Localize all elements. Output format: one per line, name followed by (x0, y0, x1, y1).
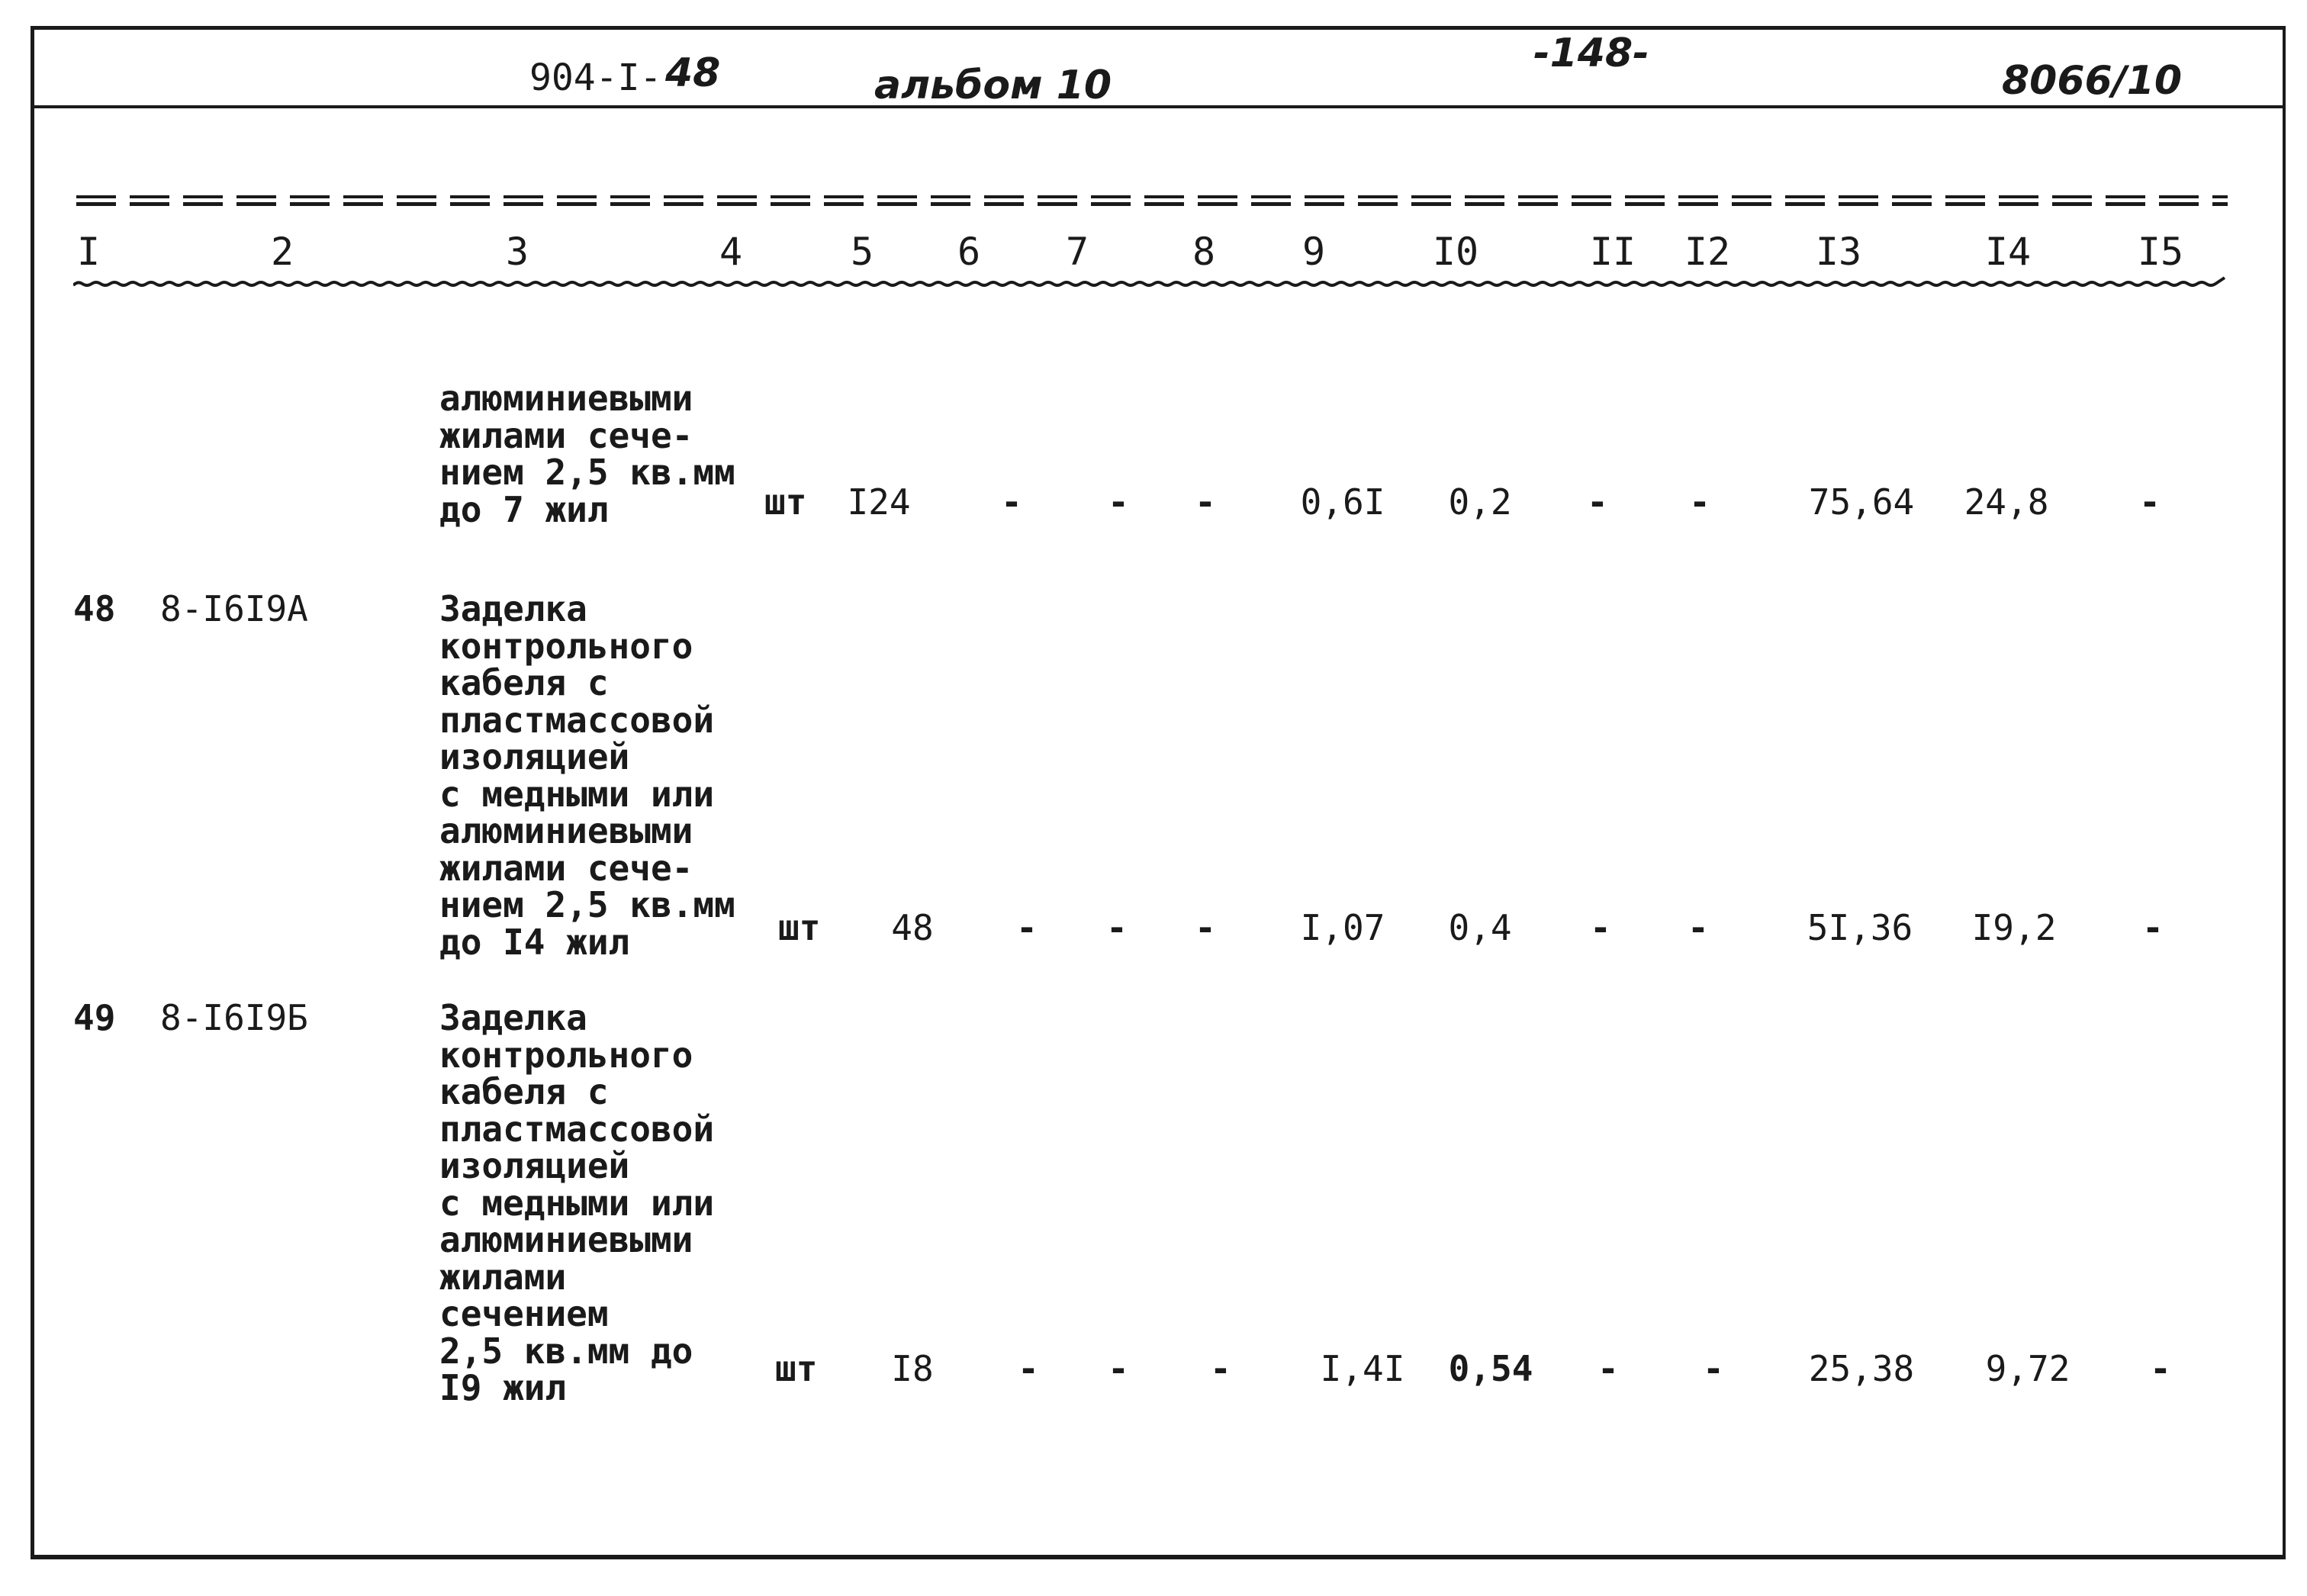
row-col12: - (1703, 1348, 1724, 1389)
row-col15: - (2139, 481, 2161, 523)
row-unit: шт (764, 481, 807, 523)
row-col13: 25,38 (1808, 1348, 1915, 1389)
row-col7: - (1106, 907, 1128, 948)
row-col11: - (1587, 481, 1608, 523)
document-frame (31, 26, 2286, 1559)
column-number: 8 (1192, 230, 1216, 274)
column-number: 3 (505, 230, 529, 274)
column-number: 2 (270, 230, 294, 274)
row-col7: - (1108, 481, 1129, 523)
header-dashed-rule (76, 195, 2228, 206)
column-number: I3 (1815, 230, 1862, 274)
series-number: 48 (665, 50, 721, 96)
row-col13: 5I,36 (1807, 907, 1913, 948)
row-col8: - (1210, 1348, 1231, 1389)
row-col14: 9,72 (1985, 1348, 2071, 1389)
row-col12: - (1688, 907, 1709, 948)
column-number: I5 (2137, 230, 2184, 274)
column-number: I (76, 230, 101, 274)
row-col9: I,4I (1320, 1348, 1405, 1389)
column-number: I4 (1984, 230, 2032, 274)
album-label: альбом 10 (874, 63, 1112, 108)
row-description: Заделка контрольного кабеля с пластмассовой изоляцией с медными или алюминиевыми жилами сече- нием 2,5 кв.мм до I4 жил (439, 588, 735, 963)
row-col15: - (2150, 1348, 2171, 1389)
column-number: II (1589, 230, 1636, 274)
row-number: 49 (73, 997, 116, 1038)
row-col11: - (1598, 1348, 1619, 1389)
row-col11: - (1590, 907, 1611, 948)
row-number: 48 (73, 588, 116, 629)
row-col8: - (1195, 907, 1216, 948)
column-number: 5 (850, 230, 874, 274)
header-wavy-rule (73, 269, 2232, 291)
row-col6: - (1016, 907, 1038, 948)
row-quantity: I8 (891, 1348, 934, 1389)
column-number: 6 (957, 230, 981, 274)
row-col10: 0,54 (1448, 1348, 1533, 1389)
row-col7: - (1108, 1348, 1129, 1389)
column-number: I0 (1432, 230, 1479, 274)
row-col14: 24,8 (1964, 481, 2049, 523)
row-col6: - (1018, 1348, 1039, 1389)
row-quantity: 48 (891, 907, 934, 948)
row-col14: I9,2 (1971, 907, 2057, 948)
row-code: 8-I6I9Б (160, 997, 308, 1038)
row-description: алюминиевыми жилами сече- нием 2,5 кв.мм до 7 жил (439, 378, 735, 530)
row-description: Заделка контрольного кабеля с пластмассовой изоляцией с медными или алюминиевыми жилами сечением 2,5 кв.мм до I9 жил (439, 997, 715, 1408)
column-number: 4 (719, 230, 743, 274)
page-number: -148- (1533, 31, 1649, 76)
row-col9: 0,6I (1300, 481, 1385, 523)
row-col8: - (1195, 481, 1216, 523)
column-number: 7 (1065, 230, 1089, 274)
row-col10: 0,2 (1448, 481, 1512, 523)
row-col12: - (1689, 481, 1710, 523)
row-col6: - (1001, 481, 1022, 523)
row-unit: шт (775, 1348, 818, 1389)
row-quantity: I24 (847, 481, 911, 523)
column-number: 9 (1302, 230, 1326, 274)
row-col10: 0,4 (1448, 907, 1512, 948)
row-unit: шт (778, 907, 821, 948)
row-code: 8-I6I9А (160, 588, 308, 629)
row-col13: 75,64 (1808, 481, 1915, 523)
header-divider (31, 105, 2286, 108)
row-col15: - (2142, 907, 2164, 948)
series-prefix: 904-I- (529, 56, 662, 99)
document-code: 8066/10 (2002, 58, 2183, 104)
row-col9: I,07 (1300, 907, 1385, 948)
column-number: I2 (1684, 230, 1731, 274)
